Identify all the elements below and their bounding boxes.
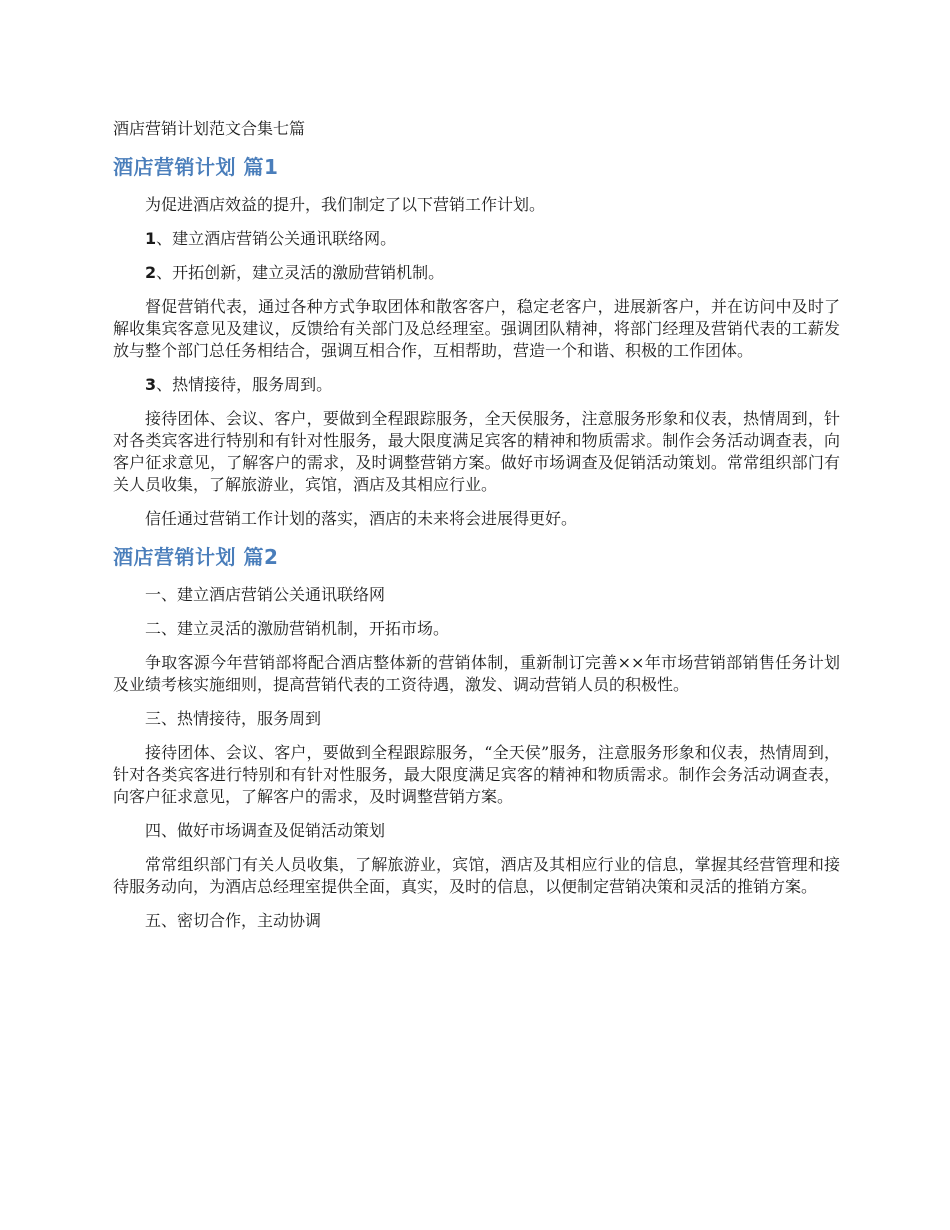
paragraph: 五、密切合作，主动协调 <box>145 911 322 930</box>
section-1 <box>113 154 840 530</box>
paragraph: 三、热情接待，服务周到 <box>145 709 322 728</box>
section-2 <box>113 544 840 932</box>
paragraph: 争取客源今年营销部将配合酒店整体新的营销体制，重新制订完善××年市场营销部销售任务计划及业绩考核实施细则，提高营销代表的工资待遇，激发、调动营销人员的积极性。 <box>113 653 840 694</box>
paragraph: 常常组织部门有关人员收集，了解旅游业，宾馆，酒店及其相应行业的信息，掌握其经营管理和接待服务动向，为酒店总经理室提供全面，真实，及时的信息，以便制定营销决策和灵活的推销方案。 <box>113 855 840 896</box>
paragraph: 接待团体、会议、客户，要做到全程跟踪服务，全天侯服务，注意服务形象和仪表，热情周到，针对各类宾客进行特别和有针对性服务，最大限度满足宾客的精神和物质需求。制作会务活动调查表，向客户征求意见，了解客户的需求，及时调整营销方案。做好市场调查及促销活动策划。常常组织部门有关人员收集，了解旅游业，宾馆，酒店及其相应行业。 <box>113 409 840 494</box>
paragraph: 2、开拓创新，建立灵活的激励营销机制。 <box>145 263 445 282</box>
item-number: 3 <box>145 375 157 394</box>
section-heading: 酒店营销计划 篇1 <box>113 155 279 179</box>
paragraph: 四、做好市场调查及促销活动策划 <box>145 821 386 840</box>
paragraph: 二、建立灵活的激励营销机制，开拓市场。 <box>145 619 450 638</box>
paragraph: 为促进酒店效益的提升，我们制定了以下营销工作计划。 <box>145 195 546 214</box>
paragraph: 一、建立酒店营销公关通讯联络网 <box>145 585 386 604</box>
paragraph: 1、建立酒店营销公关通讯联络网。 <box>145 229 397 248</box>
paragraph: 接待团体、会议、客户，要做到全程跟踪服务，“全天侯”服务，注意服务形象和仪表，热情周到，针对各类宾客进行特别和有针对性服务，最大限度满足宾客的精神和物质需求。制作会务活动调查表，向客户征求意见，了解客户的需求，及时调整营销方案。 <box>113 743 840 806</box>
section-heading: 酒店营销计划 篇2 <box>113 545 279 569</box>
paragraph: 3、热情接待，服务周到。 <box>145 375 333 394</box>
document-page <box>113 118 840 944</box>
paragraph: 信任通过营销工作计划的落实，酒店的未来将会进展得更好。 <box>145 509 578 528</box>
item-number: 2 <box>145 263 157 282</box>
item-number: 1 <box>145 229 157 248</box>
paragraph: 督促营销代表，通过各种方式争取团体和散客客户，稳定老客户，进展新客户，并在访问中及时了解收集宾客意见及建议，反馈给有关部门及总经理室。强调团队精神，将部门经理及营销代表的工薪发放与整个部门总任务相结合，强调互相合作，互相帮助，营造一个和谐、积极的工作团体。 <box>113 297 840 360</box>
document-title: 酒店营销计划范文合集七篇 <box>113 119 306 138</box>
